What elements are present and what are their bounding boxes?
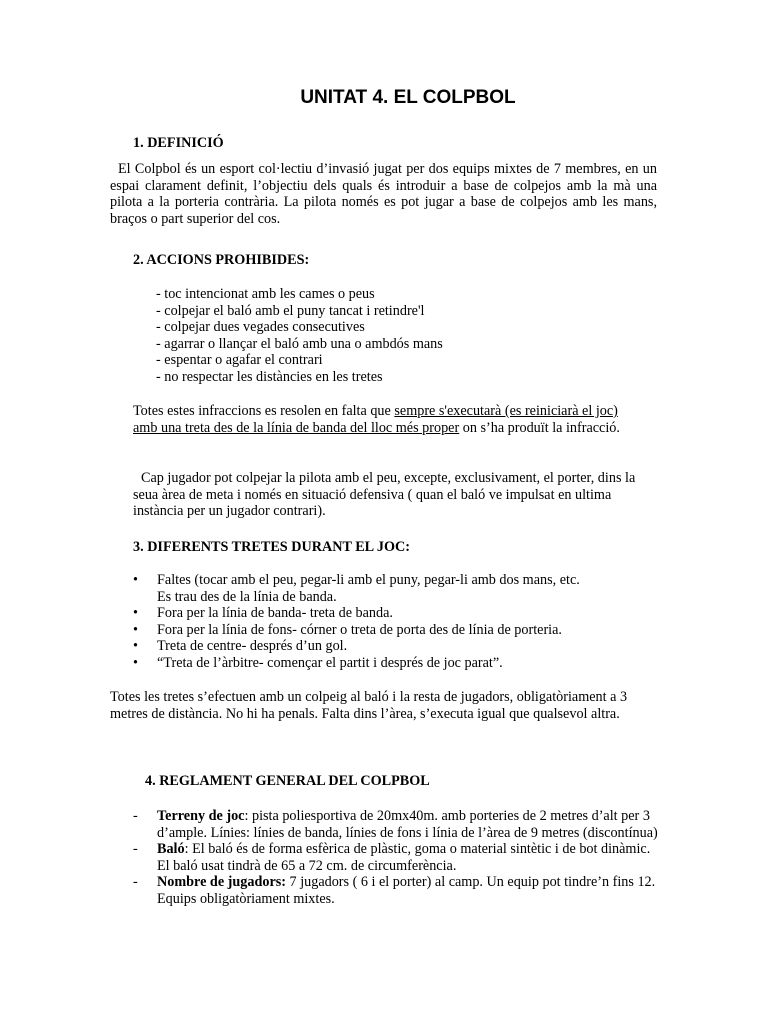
rule-label: Baló	[157, 841, 185, 858]
section-1-paragraph: El Colpbol és un esport col·lectiu d’invasió jugat per dos equips mixtes de 7 membres, en un espai clarament definit, l’objectiu dels quals és introduir a base de colpejos amb la mà una pilota a la porteria contrària. La pilota només es pot jugar a base de colpejos amb les mans, braços o part superior del cos.	[110, 161, 657, 227]
rule-label: Nombre de jugadors:	[157, 874, 286, 891]
section-2-heading: 2. ACCIONS PROHIBIDES:	[133, 252, 310, 268]
section-3-paragraph: Totes les tretes s’efectuen amb un colpeig al baló i la resta de jugadors, obligatòriament a 3 metres de distància. No hi ha penals. Falta dins l’àrea, s’executa igual que qualsevol altra.	[110, 689, 628, 722]
bullet-icon: •	[133, 638, 138, 655]
page-title: UNITAT 4. EL COLPBOL	[300, 87, 516, 108]
section-3-heading: 3. DIFERENTS TRETES DURANT EL JOC:	[133, 539, 410, 555]
infractions-underlined-text: sempre s'executarà (es reiniciarà el joc) amb una treta des de la línia de banda del lloc més proper	[133, 403, 618, 436]
rule-label: Terreny de joc	[157, 808, 245, 824]
list-item: - toc intencionat amb les cames o peus	[156, 286, 375, 302]
bullet-icon: •	[133, 621, 138, 638]
goalkeeper-paragraph: Cap jugador pot colpejar la pilota amb el peu, excepte, exclusivament, el porter, dins la seua àrea de meta i només en situació defensiva ( quan el baló ve impulsat en ultima instància per un jugador contrari).	[133, 470, 636, 520]
list-item	[133, 874, 663, 907]
bullet-icon: •	[133, 654, 138, 671]
rule-text: : pista poliesportiva de 20mx40m. amb porteries de 2 metres d’alt per 3 d’ample. Línies: línies de banda, línies de fons i línia de l’àrea de 9 metres (discontínua)	[157, 808, 658, 841]
infractions-text-end: on s’ha produït la infracció.	[459, 419, 620, 436]
bullet-icon: •	[133, 572, 138, 588]
infractions-text-start: Totes estes infraccions es resolen en falta que	[133, 403, 395, 419]
prohibited-actions-list	[156, 286, 443, 386]
list-item: - espentar o agafar el contrari	[156, 352, 323, 369]
dash-marker: -	[133, 874, 138, 891]
list-item	[133, 655, 673, 672]
dash-marker: -	[133, 841, 138, 858]
list-item-text: “Treta de l’àrbitre- començar el partit i després de joc parat”.	[157, 654, 503, 671]
list-item-text: Fora per la línia de banda- treta de banda.	[157, 605, 393, 622]
rule-text: : El baló és de forma esfèrica de plàstic, goma o material sintètic i de bot dinàmic. El baló usat tindrà de 65 a 72 cm. de circumferència.	[157, 841, 651, 874]
list-item	[133, 841, 663, 874]
list-item	[133, 638, 673, 655]
rule-text: 7 jugadors ( 6 i el porter) al camp. Un equip pot tindre’n fins 12. Equips obligatòriament mixtes.	[157, 874, 656, 907]
list-item: - colpejar dues vegades consecutives	[156, 319, 365, 336]
throws-list	[133, 572, 673, 672]
list-item	[133, 622, 673, 639]
list-item	[133, 605, 673, 622]
dash-marker: -	[133, 808, 138, 824]
section-4-heading: 4. REGLAMENT GENERAL DEL COLPBOL	[145, 773, 430, 789]
bullet-icon: •	[133, 605, 138, 622]
list-item	[133, 572, 673, 605]
list-item-text: Treta de centre- després d’un gol.	[157, 638, 348, 655]
list-item-text: Fora per la línia de fons- córner o treta de porta des de línia de porteria.	[157, 621, 562, 638]
list-item-line: Es trau des de la línia de banda.	[157, 588, 337, 605]
list-item	[133, 808, 663, 841]
list-item: - colpejar el baló amb el puny tancat i retindre'l	[156, 302, 425, 319]
list-item-line: Faltes (tocar amb el peu, pegar-li amb el puny, pegar-li amb dos mans, etc.	[157, 572, 580, 588]
section-1-heading: 1. DEFINICIÓ	[133, 135, 224, 151]
infractions-paragraph	[133, 403, 643, 436]
rules-list	[133, 808, 663, 908]
list-item: - agarrar o llançar el baló amb una o ambdós mans	[156, 335, 443, 352]
list-item: - no respectar les distàncies en les tretes	[156, 368, 383, 385]
